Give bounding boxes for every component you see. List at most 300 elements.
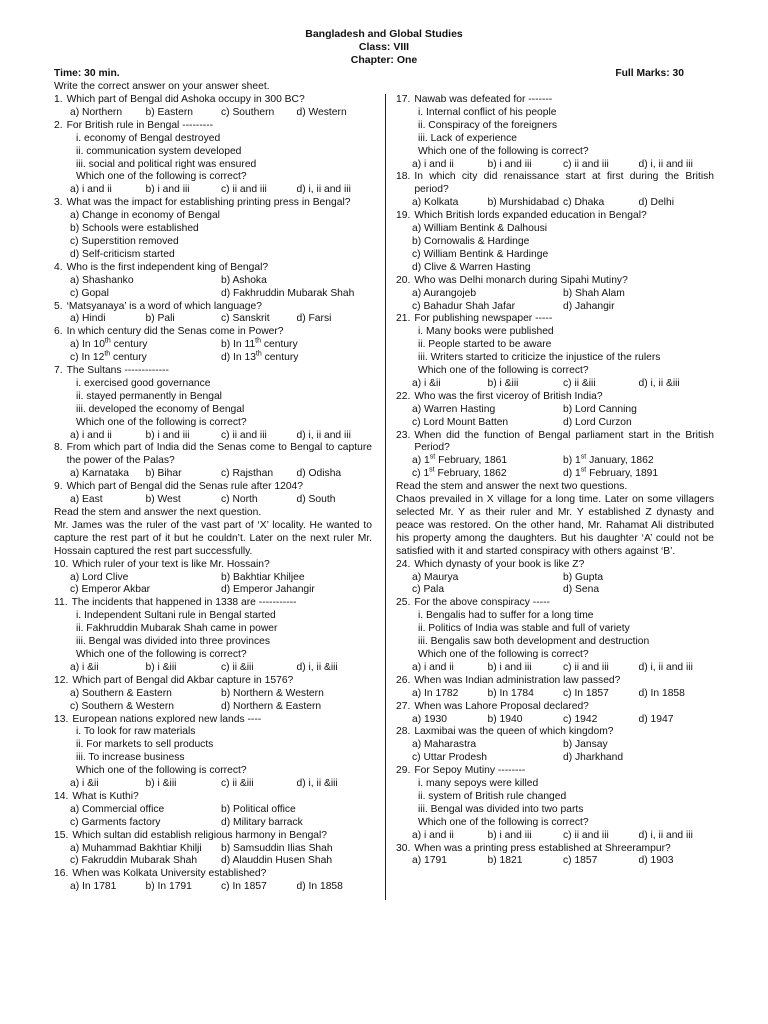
question-line [396, 94, 714, 107]
stem-text: Read the stem and answer the next two questions. [396, 481, 628, 493]
answer-options [54, 339, 372, 365]
answer-option: c) Dhaka [563, 197, 605, 209]
answer-option: d) Western [296, 106, 347, 118]
answer-option: d) i, ii and iii [296, 429, 351, 441]
answer-options [396, 714, 714, 727]
answer-option: d) i, ii and iii [638, 158, 693, 170]
question-number: 4. [54, 261, 63, 273]
answer-option: a) East [70, 494, 103, 506]
answer-option: b) Lord Canning [563, 403, 637, 415]
question [396, 675, 714, 701]
chapter-label: Chapter: One [350, 54, 418, 66]
answer-option: b) In 1791 [145, 881, 192, 893]
answer-options [54, 494, 372, 507]
answer-option: d) i, ii &iii [638, 377, 680, 389]
answer-option: c) 1st February, 1862 [412, 466, 507, 480]
question-text: Which part of Bengal did Akbar capture in 1576? [72, 674, 294, 686]
answer-option: a) Northern [70, 106, 123, 118]
question-number: 27. [396, 700, 411, 712]
question-line [396, 171, 714, 197]
answer-option: d) Northern & Eastern [221, 700, 322, 712]
question-line [396, 843, 714, 856]
answer-option: a) Maharastra [412, 739, 477, 751]
question-text: When did the function of Bengal parliament start in the British Period? [414, 429, 714, 454]
question [54, 791, 372, 830]
answer-option: d) Military barrack [221, 816, 303, 828]
stem-text: Chaos prevailed in X village for a long time. Later on some villagers selected Mr. Y as their ruler and Mr. Y established Z dynasty and peace was restored. On the other hand, Mr. Rahamat Ali distributed his property among the daughters. But his daughter ‘A’ could not be satisfied with it and started conspiracy with others against ‘B’. [396, 494, 714, 557]
answer-options [54, 572, 372, 598]
answer-options [54, 107, 372, 120]
answer-option: d) i, ii &iii [296, 778, 338, 790]
question-line [54, 120, 372, 133]
answer-option: a) Southern & Eastern [70, 687, 172, 699]
question-line [54, 262, 372, 275]
answer-option: d) i, ii and iii [638, 661, 693, 673]
answer-options [54, 184, 372, 197]
answer-option: b) Bihar [145, 468, 182, 480]
answer-option: a) i and ii [70, 184, 112, 196]
question [396, 701, 714, 727]
question [396, 275, 714, 314]
statement: iii. To increase business [76, 752, 185, 764]
answer-option: a) Lord Clive [70, 571, 129, 583]
answer-option: b) i &iii [145, 778, 177, 790]
answer-option: c) In 1857 [563, 687, 609, 699]
answer-options [54, 662, 372, 675]
question-number: 3. [54, 197, 63, 209]
answer-option: d) Self-criticism started [70, 248, 175, 260]
answer-options [396, 197, 714, 210]
question-number: 20. [396, 274, 411, 286]
question [396, 171, 714, 210]
question [396, 391, 714, 430]
answer-option: d) 1947 [638, 713, 674, 725]
answer-option: b) Ashoka [221, 274, 267, 286]
question-line [396, 765, 714, 778]
question-number: 8. [54, 442, 63, 454]
answer-option: c) Fakruddin Mubarak Shah [70, 855, 198, 867]
answer-option: a) Muhammad Bakhtiar Khilji [70, 842, 202, 854]
answer-options [396, 662, 714, 675]
answer-options [396, 572, 714, 598]
statement: ii. Conspiracy of the foreigners [418, 119, 558, 131]
answer-option: d) South [296, 494, 336, 506]
answer-option: d) Sena [563, 584, 600, 596]
answer-option: c) 1857 [563, 855, 598, 867]
question-text: The Sultans ------------- [66, 365, 169, 377]
answer-option: c) Southern & Western [70, 700, 174, 712]
question-number: 6. [54, 326, 63, 338]
question-text: Who was Delhi monarch during Sipahi Mutiny? [414, 274, 628, 286]
question-number: 23. [396, 429, 411, 441]
answer-option: a) i &ii [412, 377, 441, 389]
question-number: 29. [396, 765, 411, 777]
stem-text: Read the stem and answer the next question. [54, 507, 262, 518]
answer-option: c) ii &iii [221, 661, 254, 673]
answer-option: a) i and ii [412, 829, 454, 841]
question-text: Which part of Bengal did the Senas rule after 1204? [66, 481, 303, 493]
question [54, 365, 372, 442]
answer-option: a) 1930 [412, 713, 447, 725]
answer-options [396, 830, 714, 843]
answer-options [54, 275, 372, 301]
question-line [54, 442, 372, 468]
question-line [54, 481, 372, 494]
answer-option: d) i, ii and iii [296, 184, 351, 196]
statement: i. many sepoys were killed [418, 778, 539, 790]
question-line [54, 559, 372, 572]
question-line [396, 210, 714, 223]
answer-option: d) Lord Curzon [563, 416, 632, 428]
statement: ii. For markets to sell products [76, 739, 214, 751]
question [54, 597, 372, 674]
question-text: When was Kolkata University established? [72, 868, 267, 880]
answer-option: b) i and iii [487, 158, 532, 170]
question-number: 17. [396, 94, 411, 105]
question-number: 1. [54, 94, 63, 105]
answer-option: d) Emperor Jahangir [221, 584, 315, 596]
answer-option: a) Warren Hasting [412, 403, 496, 415]
answer-option: a) Aurangojeb [412, 287, 477, 299]
answer-option: d) i, ii &iii [296, 661, 338, 673]
question-number: 19. [396, 210, 411, 222]
answer-option: b) Samsuddin Ilias Shah [221, 842, 333, 854]
statement: iii. Writers started to criticize the injustice of the rulers [418, 352, 661, 364]
answer-option: d) 1903 [638, 855, 674, 867]
answer-option: d) Clive & Warren Hasting [412, 261, 531, 273]
answer-option: a) i and ii [412, 158, 454, 170]
question [396, 597, 714, 674]
answer-option: a) i &ii [70, 778, 99, 790]
answer-option: c) ii &iii [221, 778, 254, 790]
answer-option: b) i and iii [145, 429, 190, 441]
question-number: 25. [396, 597, 411, 609]
question [396, 559, 714, 598]
question-text: For Sepoy Mutiny -------- [414, 765, 526, 777]
answer-option: b) Gupta [563, 571, 604, 583]
question [54, 326, 372, 365]
answer-options [396, 404, 714, 430]
answer-option: a) Kolkata [412, 197, 459, 209]
answer-option: a) Karnataka [70, 468, 129, 480]
stem-text: Mr. James was the ruler of the vast part of ‘X’ locality. He wanted to capture the rest part of it but he couldn’t. Later on the next ruler Mr. Hossain captured the rest part successfully. [54, 519, 372, 557]
statement: iii. Bengal was divided into two parts [418, 803, 584, 815]
answer-option: c) ii and iii [563, 829, 609, 841]
question [54, 94, 372, 120]
answer-option: d) In 13th century [221, 350, 299, 364]
question-line [396, 313, 714, 326]
answer-option: d) 1st February, 1891 [563, 466, 659, 480]
question-text: What is Kuthi? [72, 790, 139, 802]
question-line [396, 701, 714, 714]
question-line [396, 275, 714, 288]
statement: i. economy of Bengal destroyed [76, 132, 221, 144]
answer-option: c) ii and iii [563, 158, 609, 170]
which-prompt: Which one of the following is correct? [418, 816, 589, 828]
question [396, 726, 714, 765]
question-line [54, 714, 372, 727]
answer-option: c) Bahadur Shah Jafar [412, 300, 516, 312]
answer-option: b) West [145, 494, 181, 506]
question-number: 21. [396, 313, 411, 325]
question-line [54, 301, 372, 314]
answer-option: a) i &ii [70, 661, 99, 673]
question-text: In which century did the Senas come in Power? [66, 326, 284, 338]
answer-option: c) William Bentink & Hardinge [412, 248, 549, 260]
answer-option: b) 1821 [487, 855, 523, 867]
question-number: 9. [54, 481, 63, 493]
answer-options [396, 288, 714, 314]
question-text: When was Lahore Proposal declared? [414, 700, 589, 712]
question-text: From which part of India did the Senas come to Bengal to capture the power of the Palas? [66, 442, 372, 467]
answer-option: b) i &iii [145, 661, 177, 673]
answer-option: b) Schools were established [70, 223, 199, 235]
answer-options [396, 455, 714, 481]
statement: i. Bengalis had to suffer for a long time [418, 610, 594, 622]
answer-option: c) Southern [221, 106, 275, 118]
question-line [54, 868, 372, 881]
answer-option: c) Gopal [70, 287, 109, 299]
which-prompt: Which one of the following is correct? [76, 171, 247, 183]
statement: ii. system of British rule changed [418, 790, 567, 802]
statement: ii. People started to be aware [418, 339, 552, 351]
question-text: For publishing newspaper ----- [414, 313, 553, 325]
question-number: 28. [396, 726, 411, 738]
question [396, 430, 714, 482]
question-number: 5. [54, 300, 63, 312]
answer-option: b) In 11th century [221, 337, 298, 351]
answer-option: c) ii and iii [221, 184, 267, 196]
statement: ii. communication system developed [76, 145, 242, 157]
question-number: 13. [54, 713, 69, 725]
question-line [396, 597, 714, 610]
column-divider [385, 94, 386, 900]
answer-options [396, 688, 714, 701]
answer-option: a) Commercial office [70, 803, 165, 815]
question-number: 22. [396, 390, 411, 402]
answer-option: c) In 12th century [70, 350, 147, 364]
answer-option: c) Sanskrit [221, 313, 270, 325]
question-number: 10. [54, 558, 69, 570]
statement: iii. Bengalis saw both development and destruction [418, 636, 650, 648]
statement: ii. Fakhruddin Mubarak Shah came in power [76, 623, 278, 635]
question-text: Which ruler of your text is like Mr. Hossain? [72, 558, 270, 570]
question-line [54, 791, 372, 804]
question-text: In which city did renaissance start at first during the British period? [414, 171, 714, 196]
answer-option: c) ii and iii [221, 429, 267, 441]
question [396, 94, 714, 171]
answer-option: c) ii &iii [563, 377, 596, 389]
question-text: Who is the first independent king of Bengal? [66, 261, 269, 273]
which-prompt: Which one of the following is correct? [76, 765, 247, 777]
question-number: 14. [54, 790, 69, 802]
question-line [54, 830, 372, 843]
answer-option: a) i and ii [412, 661, 454, 673]
answer-option: a) i and ii [70, 429, 112, 441]
answer-option: b) 1st January, 1862 [563, 453, 654, 467]
right-column [396, 94, 714, 868]
question-text: Who was the first viceroy of British India? [414, 390, 603, 402]
question-number: 15. [54, 829, 69, 841]
question-line [396, 726, 714, 739]
which-prompt: Which one of the following is correct? [76, 416, 247, 428]
answer-option: c) Superstition removed [70, 235, 179, 247]
question-text: ‘Matsyanaya’ is a word of which language? [66, 300, 262, 312]
answer-option: a) Shashanko [70, 274, 134, 286]
question [54, 830, 372, 869]
question-number: 2. [54, 119, 63, 131]
question [396, 765, 714, 842]
question-number: 11. [54, 597, 68, 609]
question [54, 714, 372, 791]
instruction-text: Write the correct answer on your answer sheet. [54, 81, 270, 92]
statement: i. To look for raw materials [76, 726, 196, 738]
answer-options [54, 468, 372, 481]
answer-option: c) Emperor Akbar [70, 584, 151, 596]
answer-options [396, 378, 714, 391]
answer-options [396, 223, 714, 275]
answer-options [396, 739, 714, 765]
answer-option: c) North [221, 494, 258, 506]
answer-option: b) Jansay [563, 739, 608, 751]
question-text: Which sultan did establish religious harmony in Bengal? [72, 829, 328, 841]
answer-option: b) i and iii [487, 829, 532, 841]
answer-option: c) Uttar Prodesh [412, 752, 487, 764]
subject-title: Bangladesh and Global Studies [305, 28, 463, 40]
answer-option: b) 1940 [487, 713, 523, 725]
question-line [54, 94, 372, 107]
answer-option: c) Pala [412, 584, 445, 596]
statement: ii. stayed permanently in Bengal [76, 390, 222, 402]
question-number: 24. [396, 558, 411, 570]
answer-option: d) Odisha [296, 468, 342, 480]
answer-option: b) Bakhtiar Khiljee [221, 571, 305, 583]
answer-option: b) Shah Alam [563, 287, 625, 299]
statement: i. Internal conflict of his people [418, 106, 557, 118]
answer-option: a) In 1781 [70, 881, 117, 893]
question-number: 12. [54, 674, 69, 686]
answer-option: c) Lord Mount Batten [412, 416, 509, 428]
question-number: 30. [396, 842, 411, 854]
which-prompt: Which one of the following is correct? [418, 145, 589, 157]
answer-option: b) Cornowalis & Hardinge [412, 235, 530, 247]
answer-option: b) Pali [145, 313, 175, 325]
question-line [396, 675, 714, 688]
time-label: Time: 30 min. [54, 68, 120, 79]
question-text: When was a printing press established at Shreerampur? [414, 842, 671, 854]
answer-option: a) In 1782 [412, 687, 459, 699]
question-line [396, 391, 714, 404]
question-number: 26. [396, 674, 411, 686]
answer-option: c) In 1857 [221, 881, 267, 893]
answer-option: a) Hindi [70, 313, 106, 325]
question [54, 442, 372, 481]
question [54, 481, 372, 507]
question-line [396, 559, 714, 572]
question-line [54, 597, 372, 610]
question-text: Which British lords expanded education in Bengal? [414, 210, 647, 222]
question-number: 7. [54, 365, 63, 377]
answer-option: d) Jharkhand [563, 752, 624, 764]
statement: iii. social and political right was ensured [76, 158, 257, 170]
left-column [54, 94, 372, 894]
statement: iii. Lack of experience [418, 132, 518, 144]
statement: iii. developed the economy of Bengal [76, 403, 245, 415]
statement: i. exercised good governance [76, 377, 211, 389]
question-text: The incidents that happened in 1338 are ----------- [71, 597, 297, 609]
answer-option: d) Jahangir [563, 300, 615, 312]
question [54, 197, 372, 262]
question-number: 18. [396, 171, 411, 183]
statement: i. Many books were published [418, 326, 554, 338]
answer-options [54, 881, 372, 894]
question-line [54, 197, 372, 210]
question-text: Which dynasty of your book is like Z? [414, 558, 585, 570]
answer-option: a) Maurya [412, 571, 459, 583]
answer-option: c) Rajsthan [221, 468, 274, 480]
answer-option: c) Garments factory [70, 816, 161, 828]
question-text: Nawab was defeated for ------- [414, 94, 553, 105]
exam-header [0, 28, 768, 67]
answer-option: a) In 10th century [70, 337, 148, 351]
question [396, 210, 714, 275]
question-text: When was Indian administration law passed? [414, 674, 621, 686]
statement: ii. Politics of India was stable and full of variety [418, 623, 630, 635]
class-label: Class: VIII [358, 41, 410, 53]
answer-option: b) Northern & Western [221, 687, 324, 699]
answer-option: a) 1791 [412, 855, 447, 867]
question [54, 675, 372, 714]
answer-option: b) i &iii [487, 377, 519, 389]
answer-option: d) Fakhruddin Mubarak Shah [221, 287, 355, 299]
answer-option: a) William Bentink & Dalhousi [412, 223, 548, 235]
answer-option: c) ii and iii [563, 661, 609, 673]
answer-options [54, 430, 372, 443]
answer-option: d) Alauddin Husen Shah [221, 855, 333, 867]
question [54, 120, 372, 197]
answer-option: c) 1942 [563, 713, 598, 725]
full-marks-label: Full Marks: 30 [615, 68, 684, 79]
answer-options [396, 855, 714, 868]
question-line [54, 365, 372, 378]
answer-option: b) i and iii [487, 661, 532, 673]
answer-options [396, 159, 714, 172]
answer-options [54, 778, 372, 791]
question-text: For the above conspiracy ----- [414, 597, 550, 609]
answer-option: b) i and iii [145, 184, 190, 196]
answer-option: a) 1st February, 1861 [412, 453, 508, 467]
question-text: Which part of Bengal did Ashoka occupy in 300 BC? [66, 94, 305, 105]
which-prompt: Which one of the following is correct? [418, 648, 589, 660]
question [396, 313, 714, 390]
answer-options [54, 688, 372, 714]
answer-options [54, 210, 372, 262]
answer-options [54, 804, 372, 830]
question-line [54, 675, 372, 688]
answer-option: d) Delhi [638, 197, 674, 209]
answer-options [54, 313, 372, 326]
answer-option: d) Farsi [296, 313, 332, 325]
question-text: European nations explored new lands ---- [72, 713, 262, 725]
which-prompt: Which one of the following is correct? [76, 648, 247, 660]
answer-option: a) Change in economy of Bengal [70, 210, 220, 222]
question-line [396, 430, 714, 456]
question [54, 868, 372, 894]
answer-option: b) Murshidabad [487, 197, 560, 209]
answer-option: b) Political office [221, 803, 296, 815]
question [396, 843, 714, 869]
answer-option: b) Eastern [145, 106, 194, 118]
